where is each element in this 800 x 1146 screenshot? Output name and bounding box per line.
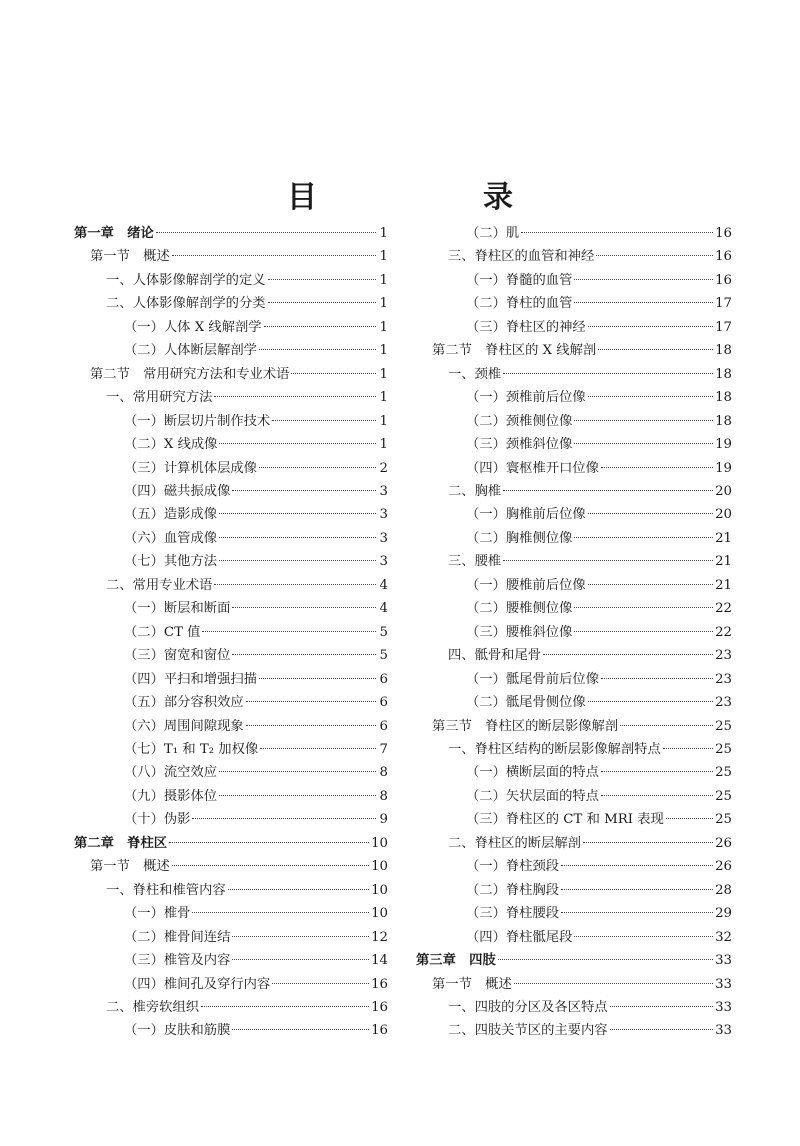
toc-entry-label: （二）颈椎侧位像 (466, 413, 573, 429)
dot-leader (588, 326, 713, 327)
toc-entry-label: 第一节 概述 (432, 976, 512, 992)
toc-page-number: 6 (379, 718, 388, 734)
toc-entry[interactable] (416, 785, 732, 808)
toc-entry[interactable] (416, 316, 732, 339)
toc-entry-label: （七）其他方法 (124, 554, 218, 570)
toc-page-number: 17 (715, 319, 732, 335)
toc-page-number: 25 (715, 718, 732, 734)
dot-leader (272, 983, 369, 984)
toc-entry[interactable] (416, 410, 732, 433)
toc-page-number: 16 (371, 976, 388, 992)
toc-entry-label: （三）颈椎斜位像 (466, 437, 573, 453)
dot-leader (219, 537, 376, 538)
toc-entry[interactable] (74, 316, 388, 339)
toc-page-number: 1 (379, 249, 388, 265)
toc-entry[interactable] (416, 715, 732, 738)
dot-leader (503, 560, 713, 561)
toc-entry-label: （二）骶尾骨侧位像 (466, 695, 586, 711)
dot-leader (561, 865, 713, 866)
toc-page-number: 26 (715, 859, 732, 875)
dot-leader (588, 513, 713, 514)
toc-page-number: 1 (379, 296, 388, 312)
toc-entry[interactable] (74, 292, 388, 315)
toc-page-number: 22 (715, 601, 732, 617)
toc-page-number: 12 (371, 929, 388, 945)
toc-entry-label: 二、椎旁软组织 (106, 999, 200, 1015)
dot-leader (574, 936, 713, 937)
toc-page-number: 29 (715, 906, 732, 922)
toc-entry-label: （一）脊柱颈段 (466, 859, 560, 875)
dot-leader (588, 584, 713, 585)
dot-leader (503, 373, 713, 374)
toc-entry-label: （三）脊柱区的 CT 和 MRI 表现 (466, 812, 664, 828)
toc-page-number: 10 (371, 835, 388, 851)
dot-leader (232, 959, 369, 960)
dot-leader (232, 1029, 369, 1030)
toc-page-number: 20 (715, 507, 732, 523)
dot-leader (601, 467, 713, 468)
toc-entry-label: （三）腰椎斜位像 (466, 624, 573, 640)
toc-entry[interactable] (74, 621, 388, 644)
dot-leader (561, 889, 713, 890)
toc-entry-label: 二、四肢关节区的主要内容 (448, 1023, 608, 1039)
dot-leader (232, 490, 376, 491)
toc-entry-label: 二、常用专业术语 (106, 577, 213, 593)
toc-entry[interactable] (74, 761, 388, 784)
toc-page-number: 25 (715, 812, 732, 828)
toc-entry[interactable] (74, 574, 388, 597)
toc-entry-label: （三）窗宽和窗位 (124, 648, 231, 664)
toc-entry-label: （三）椎管及内容 (124, 953, 231, 969)
dot-leader (291, 373, 376, 374)
toc-entry-label: （三）计算机体层成像 (124, 460, 257, 476)
toc-entry[interactable] (74, 1019, 388, 1042)
dot-leader (172, 255, 376, 256)
toc-entry-label: （四）椎间孔及穿行内容 (124, 976, 271, 992)
dot-leader (246, 725, 376, 726)
dot-leader (601, 795, 713, 796)
toc-page-number: 23 (715, 695, 732, 711)
toc-entry-label: （三）脊柱腰段 (466, 906, 560, 922)
page-title: 目 录 (287, 180, 581, 215)
toc-entry-label: 四、骶骨和尾骨 (448, 648, 542, 664)
toc-entry-label: （二）CT 值 (124, 624, 201, 640)
toc-page-number: 3 (379, 554, 388, 570)
toc-entry-label: （四）寰枢椎开口位像 (466, 460, 599, 476)
toc-page-number: 10 (371, 882, 388, 898)
toc-page-number: 1 (379, 319, 388, 335)
toc-page-number: 20 (715, 483, 732, 499)
dot-leader (610, 1006, 714, 1007)
toc-page-number: 16 (715, 226, 732, 241)
toc-page-number: 32 (715, 929, 732, 945)
toc-entry-label: （三）脊柱区的神经 (466, 319, 586, 335)
toc-page-number: 3 (379, 507, 388, 523)
toc-page-number: 3 (379, 483, 388, 499)
toc-entry[interactable] (416, 480, 732, 503)
dot-leader (561, 912, 713, 913)
dot-leader (219, 443, 376, 444)
toc-page-number: 1 (379, 272, 388, 288)
toc-entry[interactable] (416, 926, 732, 949)
dot-leader (574, 302, 713, 303)
toc-page-number: 25 (715, 765, 732, 781)
toc-entry[interactable] (74, 597, 388, 620)
toc-entry-label: （二）胸椎侧位像 (466, 530, 573, 546)
toc-entry[interactable] (74, 996, 388, 1019)
toc-entry[interactable] (416, 597, 732, 620)
toc-entry[interactable] (416, 761, 732, 784)
toc-page-number: 16 (371, 999, 388, 1015)
toc-entry-label: （九）摄影体位 (124, 788, 218, 804)
toc-page-number: 21 (715, 577, 732, 593)
toc-entry[interactable] (74, 879, 388, 902)
dot-leader (596, 255, 713, 256)
toc-entry[interactable] (74, 527, 388, 550)
toc-entry[interactable] (416, 973, 732, 996)
toc-page-number: 21 (715, 554, 732, 570)
dot-leader (598, 349, 713, 350)
dot-leader (610, 1029, 714, 1030)
dot-leader (259, 678, 376, 679)
toc-page-number: 23 (715, 648, 732, 664)
toc-entry[interactable] (74, 715, 388, 738)
toc-entry-label: （一）骶尾骨前后位像 (466, 671, 599, 687)
toc-entry-label: 第二节 常用研究方法和专业术语 (90, 366, 290, 382)
toc-page-number: 4 (379, 577, 388, 593)
toc-entry[interactable] (74, 480, 388, 503)
dot-leader (588, 701, 713, 702)
toc-entry-label: （一）横断层面的特点 (466, 765, 599, 781)
toc-entry[interactable] (74, 245, 388, 268)
toc-entry[interactable] (74, 503, 388, 526)
toc-entry[interactable] (74, 949, 388, 972)
toc-page-number: 33 (715, 953, 732, 969)
dot-leader (574, 443, 713, 444)
toc-entry[interactable] (74, 902, 388, 925)
dot-leader (214, 396, 376, 397)
toc-entry[interactable] (416, 832, 732, 855)
dot-leader (574, 607, 713, 608)
toc-page-number: 28 (715, 882, 732, 898)
toc-entry[interactable] (74, 926, 388, 949)
toc-entry[interactable] (416, 292, 732, 315)
toc-entry[interactable] (416, 269, 732, 292)
toc-column-right (416, 222, 732, 1043)
toc-entry[interactable] (74, 738, 388, 761)
toc-page-number: 23 (715, 671, 732, 687)
toc-page-number: 4 (379, 601, 388, 617)
toc-entry-label: 二、人体影像解剖学的分类 (106, 296, 266, 312)
toc-entry-label: （二）肌 (466, 226, 520, 241)
toc-entry[interactable] (416, 996, 732, 1019)
toc-entry-label: 第三节 脊柱区的断层影像解剖 (432, 718, 619, 734)
toc-entry[interactable] (74, 222, 388, 245)
toc-entry-label: （一）断层和断面 (124, 601, 231, 617)
toc-page-number: 17 (715, 296, 732, 312)
toc-entry[interactable] (416, 457, 732, 480)
toc-page-number: 9 (379, 812, 388, 828)
toc-entry-label: （一）断层切片制作技术 (124, 413, 271, 429)
toc-page-number: 1 (379, 390, 388, 406)
toc-entry[interactable] (74, 668, 388, 691)
toc-entry-label: （六）血管成像 (124, 530, 218, 546)
dot-leader (272, 420, 376, 421)
toc-entry[interactable] (416, 738, 732, 761)
toc-entry-label: （四）磁共振成像 (124, 483, 231, 499)
toc-entry-label: （四）平扫和增强扫描 (124, 671, 257, 687)
toc-entry[interactable] (74, 339, 388, 362)
toc-entry-label: 二、脊柱区的断层解剖 (448, 835, 581, 851)
toc-page-number: 5 (379, 624, 388, 640)
dot-leader (228, 889, 369, 890)
toc-page-number: 2 (379, 460, 388, 476)
toc-entry[interactable] (74, 691, 388, 714)
dot-leader (514, 983, 713, 984)
dot-leader (219, 513, 376, 514)
toc-entry[interactable] (416, 550, 732, 573)
toc-column-left (74, 222, 388, 1043)
dot-leader (219, 771, 376, 772)
dot-leader (521, 232, 713, 233)
toc-page-number: 33 (715, 1023, 732, 1039)
toc-page-number: 18 (715, 413, 732, 429)
toc-entry-label: （四）脊柱骶尾段 (466, 929, 573, 945)
dot-leader (246, 701, 376, 702)
toc-page-number: 18 (715, 390, 732, 406)
dot-leader (574, 279, 713, 280)
toc-entry-label: 一、常用研究方法 (106, 390, 213, 406)
toc-page-number: 19 (715, 437, 732, 453)
toc-entry-label: （二）X 线成像 (124, 437, 218, 453)
toc-entry-label: （八）流空效应 (124, 765, 218, 781)
dot-leader (192, 818, 376, 819)
toc-page-number: 33 (715, 976, 732, 992)
toc-page-number: 25 (715, 741, 732, 757)
dot-leader (232, 607, 376, 608)
toc-entry-label: （七）T₁ 和 T₂ 加权像 (124, 741, 259, 757)
dot-leader (259, 349, 376, 350)
toc-entry-label: 一、人体影像解剖学的定义 (106, 272, 266, 288)
toc-entry[interactable] (74, 785, 388, 808)
dot-leader (666, 818, 713, 819)
toc-entry-label: 三、腰椎 (448, 554, 502, 570)
toc-page-number: 21 (715, 530, 732, 546)
dot-leader (201, 1006, 369, 1007)
toc-entry-label: （二）矢状层面的特点 (466, 788, 599, 804)
toc-entry[interactable] (74, 269, 388, 292)
dot-leader (214, 584, 376, 585)
toc-page-number: 25 (715, 788, 732, 804)
toc-entry-label: 第二章 脊柱区 (74, 835, 168, 851)
toc-entry[interactable] (416, 855, 732, 878)
toc-entry-label: 第三章 四肢 (416, 953, 496, 969)
toc-page-number: 1 (379, 226, 388, 241)
toc-entry-label: （一）皮肤和筋膜 (124, 1023, 231, 1039)
toc-page-number: 8 (379, 765, 388, 781)
dot-leader (498, 959, 713, 960)
toc-page-number: 26 (715, 835, 732, 851)
toc-entry-label: 第一节 概述 (90, 859, 170, 875)
toc-entry-label: （一）脊髓的血管 (466, 272, 573, 288)
toc-entry-label: 第一节 概述 (90, 249, 170, 265)
toc-page-number: 1 (379, 343, 388, 359)
dot-leader (219, 795, 376, 796)
dot-leader (663, 748, 713, 749)
toc-entry-label: （五）部分容积效应 (124, 695, 244, 711)
toc-entry[interactable] (416, 245, 732, 268)
dot-leader (192, 912, 369, 913)
toc-entry-label: （一）人体 X 线解剖学 (124, 319, 262, 335)
toc-page-number: 3 (379, 530, 388, 546)
toc-page-number: 10 (371, 859, 388, 875)
dot-leader (202, 631, 376, 632)
toc-page-number: 5 (379, 648, 388, 664)
toc-entry-label: 三、脊柱区的血管和神经 (448, 249, 595, 265)
dot-leader (543, 654, 713, 655)
toc-entry-label: 一、脊柱和椎管内容 (106, 882, 226, 898)
toc-page-number: 16 (715, 272, 732, 288)
toc-entry[interactable] (416, 1019, 732, 1042)
dot-leader (268, 302, 376, 303)
toc-entry[interactable] (416, 902, 732, 925)
toc-entry-label: （五）造影成像 (124, 507, 218, 523)
toc-entry-label: （六）周围间隙现象 (124, 718, 244, 734)
toc-entry[interactable] (416, 386, 732, 409)
dot-leader (620, 725, 713, 726)
toc-entry[interactable] (74, 808, 388, 831)
toc-page-number: 18 (715, 366, 732, 382)
toc-entry-label: （二）腰椎侧位像 (466, 601, 573, 617)
dot-leader (588, 396, 713, 397)
toc-entry-label: 一、颈椎 (448, 366, 502, 382)
toc-entry[interactable] (416, 574, 732, 597)
toc-entry[interactable] (416, 644, 732, 667)
dot-leader (601, 771, 713, 772)
toc-entry[interactable] (416, 808, 732, 831)
dot-leader (601, 678, 713, 679)
toc-entry[interactable] (416, 222, 732, 245)
toc-entry-label: （一）椎骨 (124, 906, 191, 922)
toc-entry-label: （一）颈椎前后位像 (466, 390, 586, 406)
dot-leader (503, 490, 713, 491)
toc-page-number: 19 (715, 460, 732, 476)
toc-entry[interactable] (74, 855, 388, 878)
toc-page-number: 33 (715, 999, 732, 1015)
toc-entry-label: 第一章 绪论 (74, 226, 154, 241)
toc-page-number: 10 (371, 906, 388, 922)
toc-entry[interactable] (416, 433, 732, 456)
toc-entry[interactable] (74, 363, 388, 386)
dot-leader (232, 936, 369, 937)
toc-page-number: 1 (379, 366, 388, 382)
toc-entry[interactable] (416, 621, 732, 644)
toc-entry[interactable] (416, 668, 732, 691)
toc-entry-label: （二）椎骨间连结 (124, 929, 231, 945)
toc-entry[interactable] (416, 503, 732, 526)
toc-entry-label: （一）腰椎前后位像 (466, 577, 586, 593)
toc-entry-label: （二）人体断层解剖学 (124, 343, 257, 359)
toc-entry[interactable] (74, 832, 388, 855)
toc-page-number: 6 (379, 695, 388, 711)
dot-leader (172, 865, 369, 866)
dot-leader (219, 560, 376, 561)
toc-entry-label: （二）脊柱胸段 (466, 882, 560, 898)
toc-entry[interactable] (74, 386, 388, 409)
toc-page-number: 22 (715, 624, 732, 640)
toc-entry[interactable] (74, 433, 388, 456)
toc-entry[interactable] (74, 550, 388, 573)
toc-page-number: 1 (379, 413, 388, 429)
toc-entry[interactable] (74, 973, 388, 996)
toc-entry[interactable] (416, 527, 732, 550)
dot-leader (259, 467, 376, 468)
dot-leader (232, 654, 376, 655)
toc-page-number: 14 (371, 953, 388, 969)
dot-leader (583, 842, 713, 843)
toc-page-number: 1 (379, 437, 388, 453)
toc-entry[interactable] (74, 410, 388, 433)
toc-entry-label: （一）胸椎前后位像 (466, 507, 586, 523)
toc-entry[interactable] (74, 644, 388, 667)
toc-entry[interactable] (74, 457, 388, 480)
toc-entry-label: 二、胸椎 (448, 483, 502, 499)
dot-leader (260, 748, 376, 749)
dot-leader (268, 279, 376, 280)
dot-leader (574, 537, 713, 538)
toc-entry[interactable] (416, 363, 732, 386)
toc-entry[interactable] (416, 949, 732, 972)
toc-entry-label: 一、脊柱区结构的断层影像解剖特点 (448, 741, 661, 757)
dot-leader (574, 420, 713, 421)
toc-page-number: 18 (715, 343, 732, 359)
toc-entry[interactable] (416, 879, 732, 902)
toc-page-number: 8 (379, 788, 388, 804)
dot-leader (574, 631, 713, 632)
toc-entry-label: （十）伪影 (124, 812, 191, 828)
toc-entry[interactable] (416, 339, 732, 362)
toc-page-number: 6 (379, 671, 388, 687)
toc-entry-label: 第二节 脊柱区的 X 线解剖 (432, 343, 597, 359)
dot-leader (169, 842, 369, 843)
toc-page-number: 16 (715, 249, 732, 265)
toc-page-number: 16 (371, 1023, 388, 1039)
toc-entry-label: 一、四肢的分区及各区特点 (448, 999, 608, 1015)
toc-page-number: 7 (379, 741, 388, 757)
dot-leader (156, 232, 376, 233)
toc-entry[interactable] (416, 691, 732, 714)
dot-leader (264, 326, 376, 327)
toc-entry-label: （二）脊柱的血管 (466, 296, 573, 312)
